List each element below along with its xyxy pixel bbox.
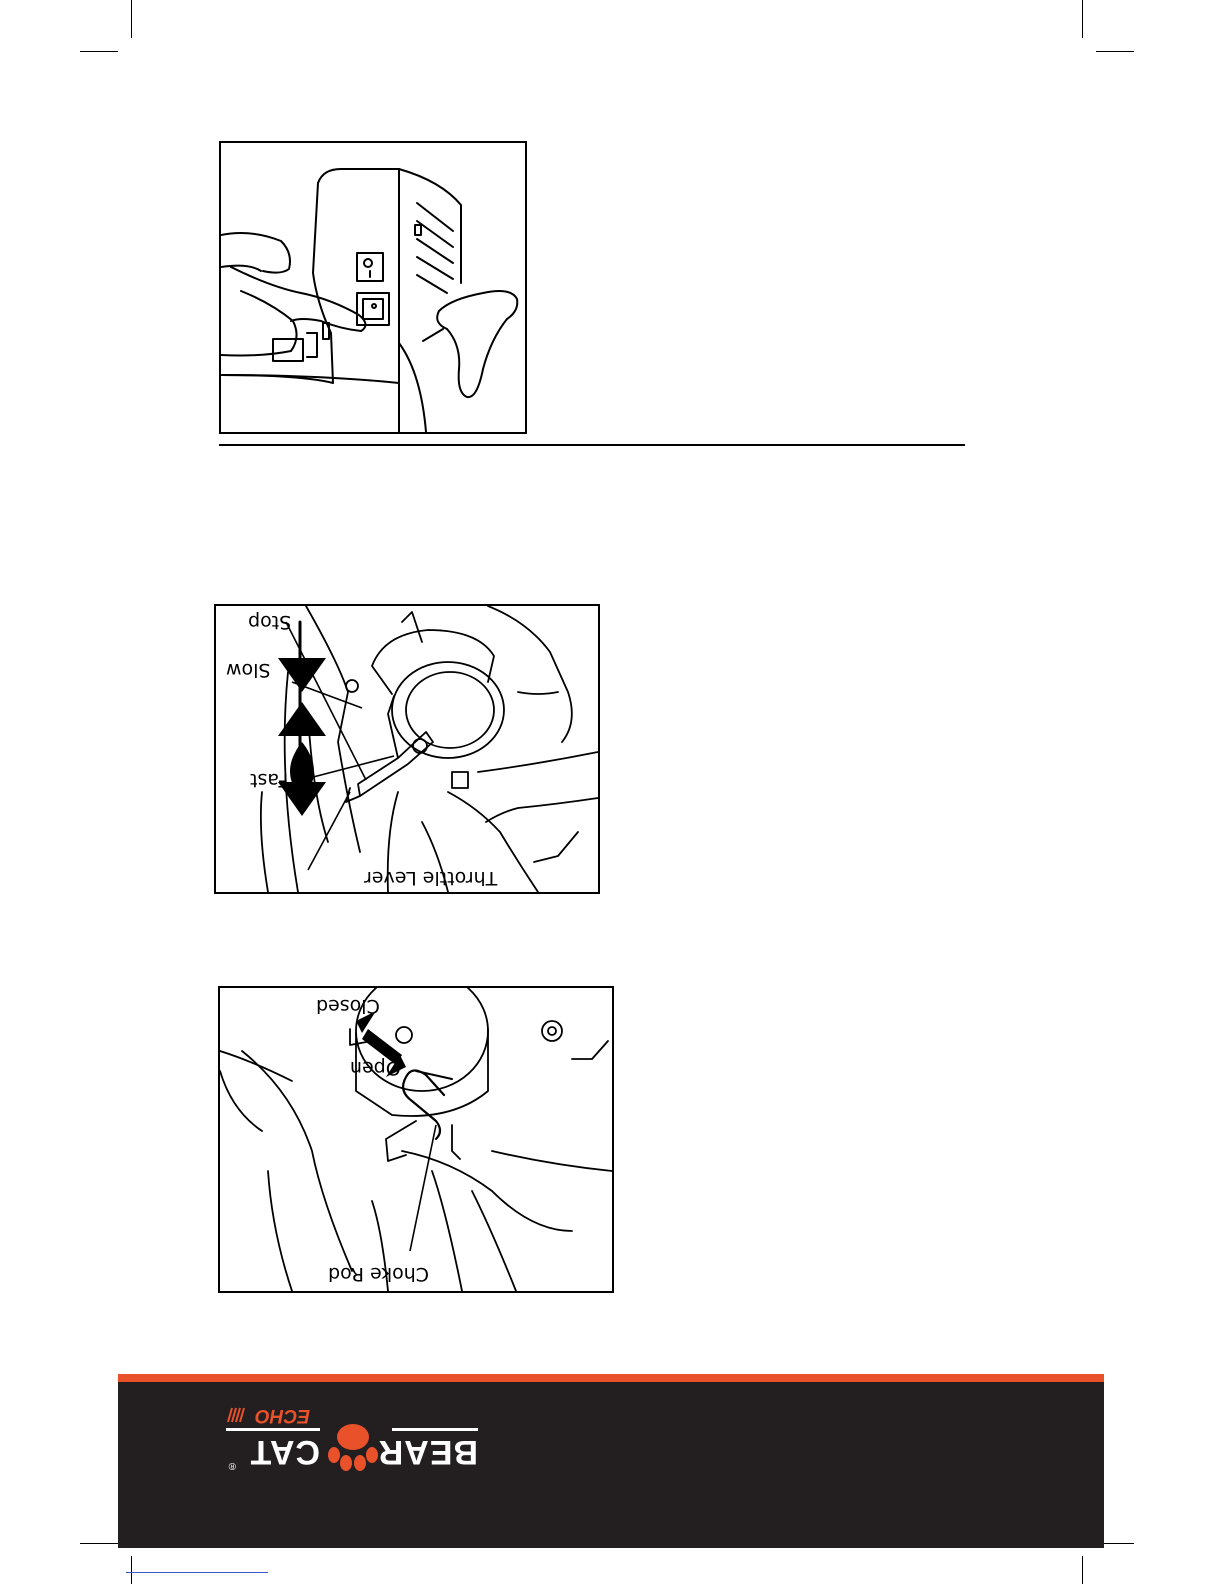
logo-underline-left [392,1428,478,1431]
choke-illustration [220,988,612,1291]
label-fast: Fast [250,769,289,791]
crop-mark-bottom-right-v [1082,1556,1083,1584]
figure-throttle-lever [214,604,600,894]
crop-mark-top-left-h [80,51,118,52]
logo-cat: CAT [249,1433,320,1471]
figure-choke-rod [218,986,614,1293]
crop-mark-top-right-h [1096,51,1134,52]
label-choke-rod: Choke Rod [328,1263,430,1285]
bottom-link-underline [126,1572,268,1573]
throttle-illustration [216,606,598,892]
crop-mark-bottom-left-v [131,1556,132,1584]
logo-registered: ® [228,1460,236,1471]
label-slow: Slow [226,659,271,681]
echo-stripes-icon [226,1407,248,1423]
bearcat-echo-logo [222,1405,480,1471]
logo-underline-right [226,1428,320,1431]
figure-ignition-switch [219,141,527,434]
paw-icon [320,1411,386,1477]
label-closed: Closed [316,995,380,1017]
ignition-switch-illustration [221,143,525,432]
label-open: Open [350,1057,401,1079]
crop-mark-top-left-v [131,0,132,38]
logo-bear: BEAR [377,1433,478,1471]
section-divider [219,444,965,446]
crop-mark-top-right-v [1082,0,1083,38]
crop-mark-bottom-left-h [80,1543,118,1544]
logo-echo: ECHO [255,1405,310,1426]
label-stop: Stop [248,611,292,633]
label-throttle-lever: Throttle Lever [364,867,498,889]
